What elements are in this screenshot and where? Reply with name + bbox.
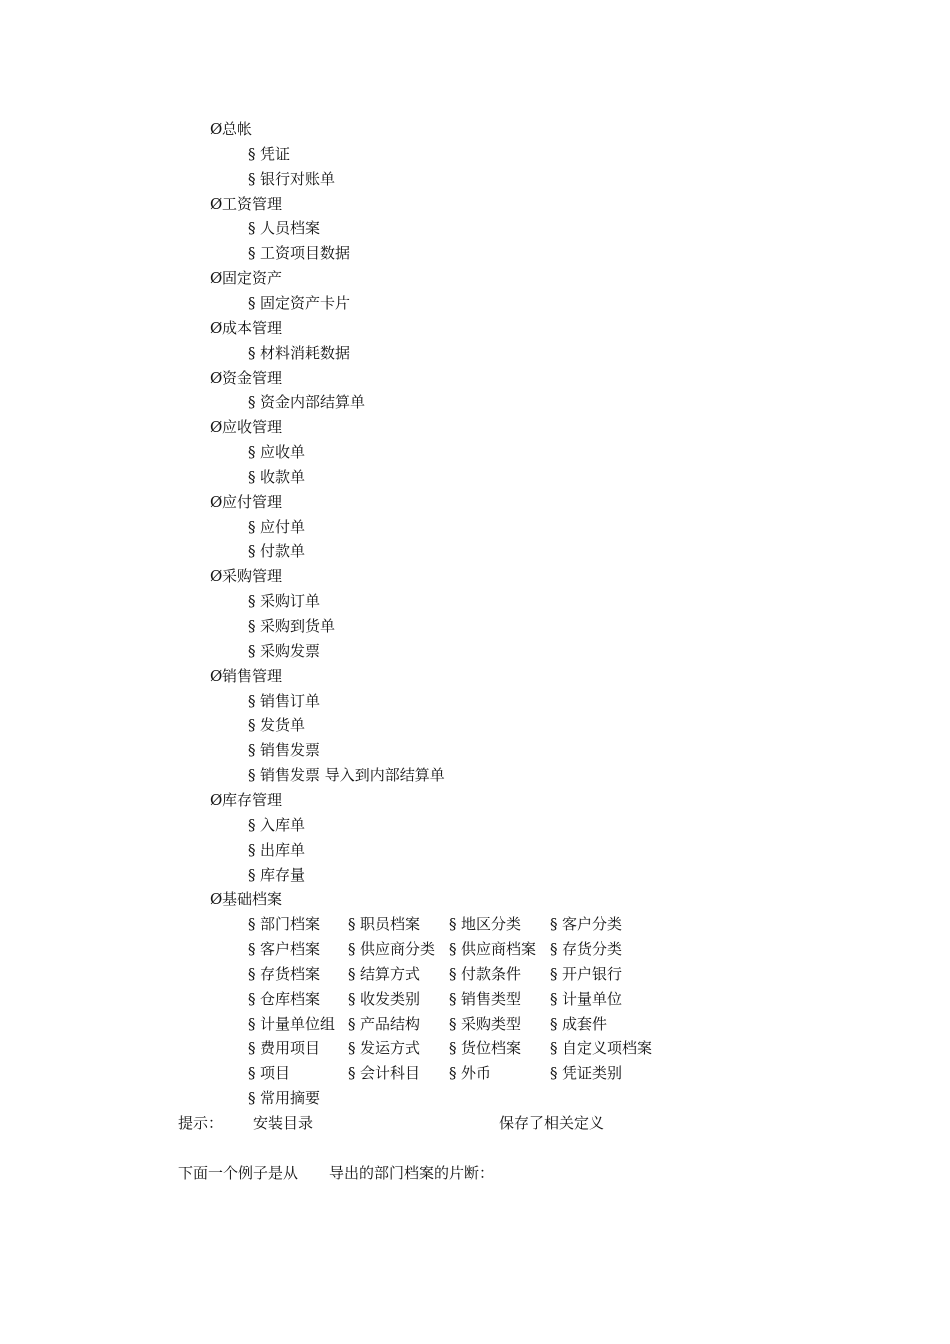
- module-item: [248, 764, 445, 786]
- section-bullet-icon: §: [449, 1064, 457, 1083]
- archive-grid-cell: [449, 938, 536, 960]
- module-heading-label: 总帐: [222, 120, 253, 138]
- archive-grid-cell: [449, 1013, 521, 1035]
- module-heading-label: 库存管理: [222, 790, 283, 809]
- module-bullet-icon: Ø: [210, 890, 223, 909]
- module-heading-label: 应付管理: [222, 492, 283, 511]
- section-bullet-icon: §: [449, 1039, 457, 1058]
- module-bullet-icon: Ø: [210, 418, 223, 437]
- archive-grid-cell-label: 凭证类别: [562, 1064, 623, 1083]
- module-bullet-icon: Ø: [210, 368, 223, 387]
- module-item: [248, 242, 350, 264]
- archive-grid-cell-label: 自定义项档案: [562, 1039, 653, 1058]
- module-item: [248, 739, 320, 761]
- section-bullet-icon: §: [248, 716, 256, 735]
- section-bullet-icon: §: [348, 1064, 356, 1083]
- archive-grid-cell: [248, 988, 320, 1010]
- section-bullet-icon: §: [248, 1064, 256, 1083]
- module-heading-label: 采购管理: [222, 567, 283, 586]
- section-bullet-icon: §: [248, 169, 256, 188]
- section-bullet-icon: §: [550, 964, 558, 983]
- section-bullet-icon: §: [550, 915, 558, 934]
- archive-grid-cell: [550, 938, 622, 960]
- module-bullet-icon: Ø: [210, 492, 223, 511]
- archive-grid-cell-label: 会计科目: [360, 1064, 421, 1083]
- archive-grid-cell-label: 计量单位: [562, 989, 623, 1008]
- module-item-label: 销售发票: [260, 741, 321, 760]
- module-bullet-icon: Ø: [210, 269, 223, 288]
- section-bullet-icon: §: [248, 443, 256, 462]
- module-heading: [210, 888, 282, 910]
- module-item-label: 资金内部结算单: [260, 393, 366, 412]
- module-item: [248, 839, 305, 861]
- module-heading-label: 应收管理: [222, 418, 283, 437]
- archive-grid-cell-label: 常用摘要: [260, 1089, 321, 1108]
- section-bullet-icon: §: [248, 343, 256, 362]
- module-bullet-icon: Ø: [210, 194, 223, 213]
- module-item-label: 销售发票 导入到内部结算单: [260, 766, 445, 785]
- module-heading: [210, 665, 282, 687]
- archive-grid-cell-label: 付款条件: [461, 964, 522, 983]
- section-bullet-icon: §: [248, 691, 256, 710]
- archive-grid-cell-label: 产品结构: [360, 1014, 421, 1033]
- archive-grid-cell-label: 部门档案: [260, 915, 321, 934]
- module-item-label: 发货单: [260, 716, 306, 735]
- archive-grid-cell: [550, 1062, 622, 1084]
- example-intro-part1: 下面一个例子是从: [178, 1164, 299, 1182]
- tip-saved-definitions: 保存了相关定义: [499, 1114, 605, 1132]
- module-heading: [210, 367, 282, 389]
- module-item-label: 应收单: [260, 443, 306, 462]
- archive-grid-cell: [449, 913, 521, 935]
- module-item-label: 采购到货单: [260, 617, 336, 635]
- archive-grid-cell: [550, 913, 622, 935]
- archive-grid-cell: [550, 1013, 607, 1035]
- section-bullet-icon: §: [248, 989, 256, 1008]
- archive-grid-cell: [348, 988, 420, 1010]
- section-bullet-icon: §: [248, 617, 256, 635]
- archive-grid-cell: [248, 1062, 290, 1084]
- module-item: [248, 466, 305, 488]
- archive-grid-cell-label: 发运方式: [360, 1039, 421, 1058]
- section-bullet-icon: §: [550, 989, 558, 1008]
- module-heading: [210, 193, 282, 215]
- archive-grid-cell-label: 销售类型: [461, 989, 522, 1008]
- archive-grid-cell: [348, 963, 420, 985]
- section-bullet-icon: §: [248, 244, 256, 263]
- module-item-label: 应付单: [260, 517, 306, 536]
- module-heading: [210, 118, 252, 140]
- section-bullet-icon: §: [248, 940, 256, 959]
- module-item: [248, 217, 320, 239]
- archive-grid-cell: [449, 963, 521, 985]
- module-bullet-icon: Ø: [210, 120, 223, 138]
- archive-grid-cell: [248, 938, 320, 960]
- archive-grid-cell-label: 采购类型: [461, 1014, 522, 1033]
- module-item-label: 销售订单: [260, 691, 321, 710]
- archive-grid-cell-label: 结算方式: [360, 964, 421, 983]
- section-bullet-icon: §: [248, 641, 256, 660]
- module-heading: [210, 416, 282, 438]
- module-item-label: 银行对账单: [260, 169, 336, 188]
- archive-grid-cell-label: 收发类别: [360, 989, 421, 1008]
- section-bullet-icon: §: [449, 915, 457, 934]
- archive-grid-cell-label: 计量单位组: [260, 1014, 336, 1033]
- section-bullet-icon: §: [550, 1064, 558, 1083]
- section-bullet-icon: §: [348, 964, 356, 983]
- archive-grid-cell-label: 供应商档案: [461, 940, 537, 959]
- example-intro-part2: 导出的部门档案的片断：: [329, 1164, 495, 1182]
- archive-grid-cell: [550, 963, 622, 985]
- section-bullet-icon: §: [248, 766, 256, 785]
- module-item-label: 入库单: [260, 815, 306, 834]
- tip-label: 提示：: [178, 1114, 224, 1132]
- module-item-label: 采购发票: [260, 641, 321, 660]
- section-bullet-icon: §: [248, 467, 256, 486]
- archive-grid-cell: [550, 1037, 652, 1059]
- module-item: [248, 516, 305, 538]
- module-bullet-icon: Ø: [210, 318, 223, 337]
- archive-grid-cell: [348, 1013, 420, 1035]
- module-item-label: 人员档案: [260, 219, 321, 238]
- section-bullet-icon: §: [449, 940, 457, 959]
- module-item: [248, 342, 350, 364]
- module-item-label: 付款单: [260, 542, 306, 561]
- section-bullet-icon: §: [449, 1014, 457, 1033]
- archive-grid-cell-label: 成套件: [562, 1014, 608, 1033]
- section-bullet-icon: §: [248, 1039, 256, 1058]
- section-bullet-icon: §: [348, 989, 356, 1008]
- archive-grid-cell: [248, 1013, 335, 1035]
- section-bullet-icon: §: [348, 915, 356, 934]
- module-heading: [210, 267, 282, 289]
- section-bullet-icon: §: [348, 1014, 356, 1033]
- archive-grid-cell: [449, 1062, 491, 1084]
- module-item-label: 工资项目数据: [260, 244, 351, 263]
- section-bullet-icon: §: [248, 840, 256, 859]
- archive-grid-cell: [248, 1037, 320, 1059]
- section-bullet-icon: §: [248, 964, 256, 983]
- module-heading-label: 销售管理: [222, 666, 283, 685]
- archive-grid-cell-label: 供应商分类: [360, 940, 436, 959]
- module-bullet-icon: Ø: [210, 790, 223, 809]
- module-item-label: 材料消耗数据: [260, 343, 351, 362]
- module-heading: [210, 789, 282, 811]
- module-item: [248, 391, 365, 413]
- archive-grid-cell-label: 存货档案: [260, 964, 321, 983]
- module-item: [248, 168, 335, 190]
- archive-grid-cell: [348, 1062, 420, 1084]
- module-bullet-icon: Ø: [210, 567, 223, 586]
- module-item: [248, 814, 305, 836]
- module-item-label: 采购订单: [260, 592, 321, 611]
- section-bullet-icon: §: [248, 915, 256, 934]
- archive-grid-cell-label: 客户档案: [260, 940, 321, 959]
- module-heading-label: 基础档案: [222, 890, 283, 909]
- module-item-label: 固定资产卡片: [260, 293, 351, 312]
- section-bullet-icon: §: [248, 517, 256, 536]
- module-heading-label: 工资管理: [222, 194, 283, 213]
- section-bullet-icon: §: [449, 989, 457, 1008]
- module-item: [248, 690, 320, 712]
- archive-grid-cell-label: 开户银行: [562, 964, 623, 983]
- archive-grid-cell-label: 地区分类: [461, 915, 522, 934]
- module-item: [248, 143, 290, 165]
- section-bullet-icon: §: [248, 865, 256, 884]
- section-bullet-icon: §: [248, 815, 256, 834]
- archive-grid-cell-label: 外币: [461, 1064, 492, 1083]
- section-bullet-icon: §: [248, 1089, 256, 1108]
- module-item: [248, 864, 305, 886]
- module-heading: [210, 317, 282, 339]
- archive-grid-cell: [348, 938, 435, 960]
- archive-grid-cell: [348, 913, 420, 935]
- section-bullet-icon: §: [248, 741, 256, 760]
- module-heading: [210, 565, 282, 587]
- archive-grid-cell: [550, 988, 622, 1010]
- module-item: [248, 615, 335, 637]
- section-bullet-icon: §: [550, 940, 558, 959]
- section-bullet-icon: §: [550, 1014, 558, 1033]
- archive-grid-cell-label: 客户分类: [562, 915, 623, 934]
- archive-grid-cell: [449, 1037, 521, 1059]
- module-heading: [210, 491, 282, 513]
- section-bullet-icon: §: [248, 393, 256, 412]
- section-bullet-icon: §: [248, 219, 256, 238]
- archive-grid-cell-label: 费用项目: [260, 1039, 321, 1058]
- archive-grid-cell: [348, 1037, 420, 1059]
- module-item: [248, 640, 320, 662]
- section-bullet-icon: §: [550, 1039, 558, 1058]
- section-bullet-icon: §: [248, 293, 256, 312]
- archive-grid-cell-label: 职员档案: [360, 915, 421, 934]
- archive-grid-cell: [449, 988, 521, 1010]
- module-item: [248, 292, 350, 314]
- section-bullet-icon: §: [348, 1039, 356, 1058]
- section-bullet-icon: §: [248, 1014, 256, 1033]
- module-heading-label: 资金管理: [222, 368, 283, 387]
- archive-grid-cell: [248, 1087, 320, 1109]
- module-heading-label: 成本管理: [222, 318, 283, 337]
- archive-grid-cell: [248, 913, 320, 935]
- module-item-label: 凭证: [260, 144, 291, 163]
- archive-grid-cell: [248, 963, 320, 985]
- archive-grid-cell-label: 项目: [260, 1064, 291, 1083]
- section-bullet-icon: §: [248, 542, 256, 561]
- section-bullet-icon: §: [248, 144, 256, 163]
- section-bullet-icon: §: [348, 940, 356, 959]
- module-item: [248, 441, 305, 463]
- module-item: [248, 590, 320, 612]
- archive-grid-cell-label: 仓库档案: [260, 989, 321, 1008]
- archive-grid-cell-label: 货位档案: [461, 1039, 522, 1058]
- module-item: [248, 714, 305, 736]
- section-bullet-icon: §: [449, 964, 457, 983]
- module-item-label: 库存量: [260, 865, 306, 884]
- module-item-label: 出库单: [260, 840, 306, 859]
- module-item-label: 收款单: [260, 467, 306, 486]
- module-item: [248, 540, 305, 562]
- section-bullet-icon: §: [248, 592, 256, 611]
- module-heading-label: 固定资产: [222, 269, 283, 288]
- archive-grid-cell-label: 存货分类: [562, 940, 623, 959]
- tip-install-dir: 安装目录: [253, 1114, 314, 1132]
- module-bullet-icon: Ø: [210, 666, 223, 685]
